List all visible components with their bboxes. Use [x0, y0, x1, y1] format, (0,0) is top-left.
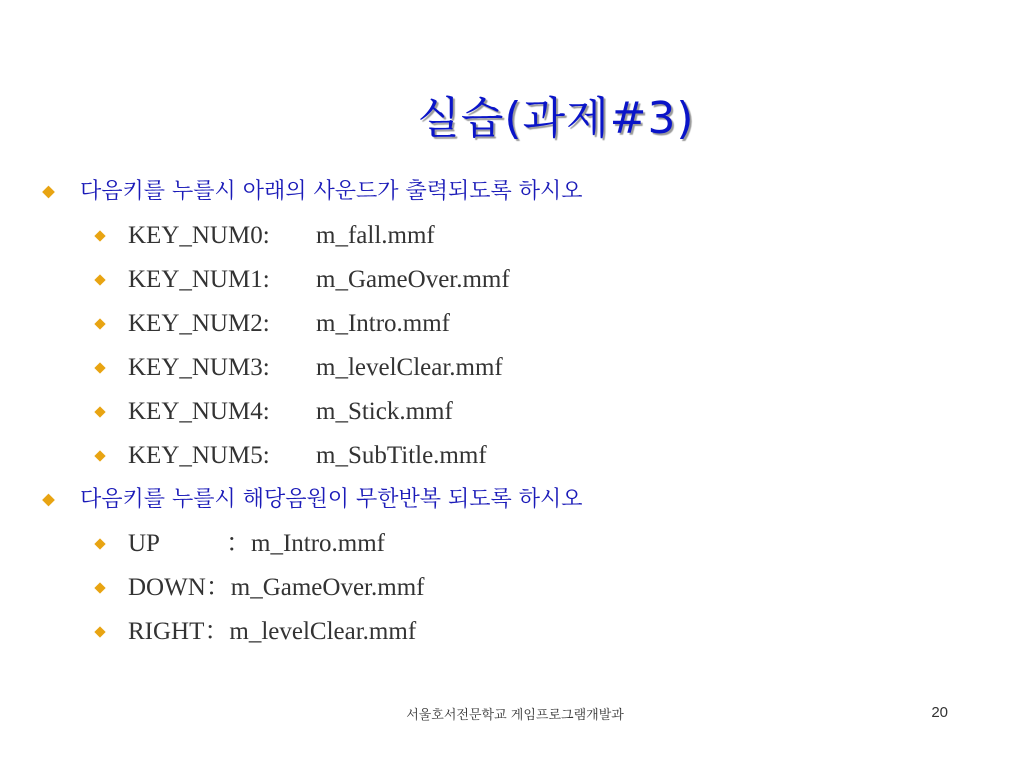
diamond-bullet-icon: [94, 318, 105, 329]
list-item: [38, 566, 998, 610]
key-label: KEY_NUM2:: [128, 310, 270, 337]
list-item: [38, 302, 998, 346]
key-label: KEY_NUM4:: [128, 398, 270, 425]
section-heading-1: [38, 170, 998, 214]
diamond-bullet-icon: [94, 582, 105, 593]
sound-file: m_Stick.mmf: [316, 398, 453, 425]
diamond-bullet-icon: [94, 230, 105, 241]
list-item: [38, 522, 998, 566]
key-label: KEY_NUM3:: [128, 354, 270, 381]
sound-file: m_GameOver.mmf: [316, 266, 510, 293]
sound-file: m_fall.mmf: [316, 222, 435, 249]
list-item: [38, 258, 998, 302]
key-label: DOWN: [128, 574, 206, 601]
key-label: KEY_NUM1:: [128, 266, 270, 293]
diamond-bullet-icon: [42, 186, 55, 199]
key-label: RIGHT: [128, 618, 205, 645]
diamond-bullet-icon: [94, 406, 105, 417]
diamond-bullet-icon: [94, 362, 105, 373]
section-heading-text: 다음키를 누를시 아래의 사운드가 출력되도록 하시오: [80, 179, 583, 204]
diamond-bullet-icon: [94, 538, 105, 549]
diamond-bullet-icon: [94, 450, 105, 461]
sound-file: m_levelClear.mmf: [316, 354, 503, 381]
page-number: 20: [931, 704, 948, 721]
sound-file: m_Intro.mmf: [316, 310, 451, 337]
diamond-bullet-icon: [42, 494, 55, 507]
list-item: [38, 434, 998, 478]
list-item: [38, 390, 998, 434]
slide-content: [38, 170, 998, 654]
slide-title: 실습(과제#3): [417, 93, 695, 144]
footer-text: 서울호서전문학교 게임프로그램개발과: [406, 708, 624, 723]
key-label: UP: [128, 530, 160, 557]
key-label: KEY_NUM0:: [128, 222, 270, 249]
section-heading-2: [38, 478, 998, 522]
key-label: KEY_NUM5:: [128, 442, 270, 469]
sound-file: m_SubTitle.mmf: [316, 442, 487, 469]
list-item: [38, 610, 998, 654]
sound-file: ：m_levelClear.mmf: [204, 618, 417, 645]
diamond-bullet-icon: [94, 274, 105, 285]
diamond-bullet-icon: [94, 626, 105, 637]
section-heading-text: 다음키를 누를시 해당음원이 무한반복 되도록 하시오: [80, 487, 583, 512]
sound-file: ：m_GameOver.mmf: [205, 574, 425, 601]
list-item: [38, 346, 998, 390]
sound-file: ：m_Intro.mmf: [226, 530, 386, 557]
list-item: [38, 214, 998, 258]
